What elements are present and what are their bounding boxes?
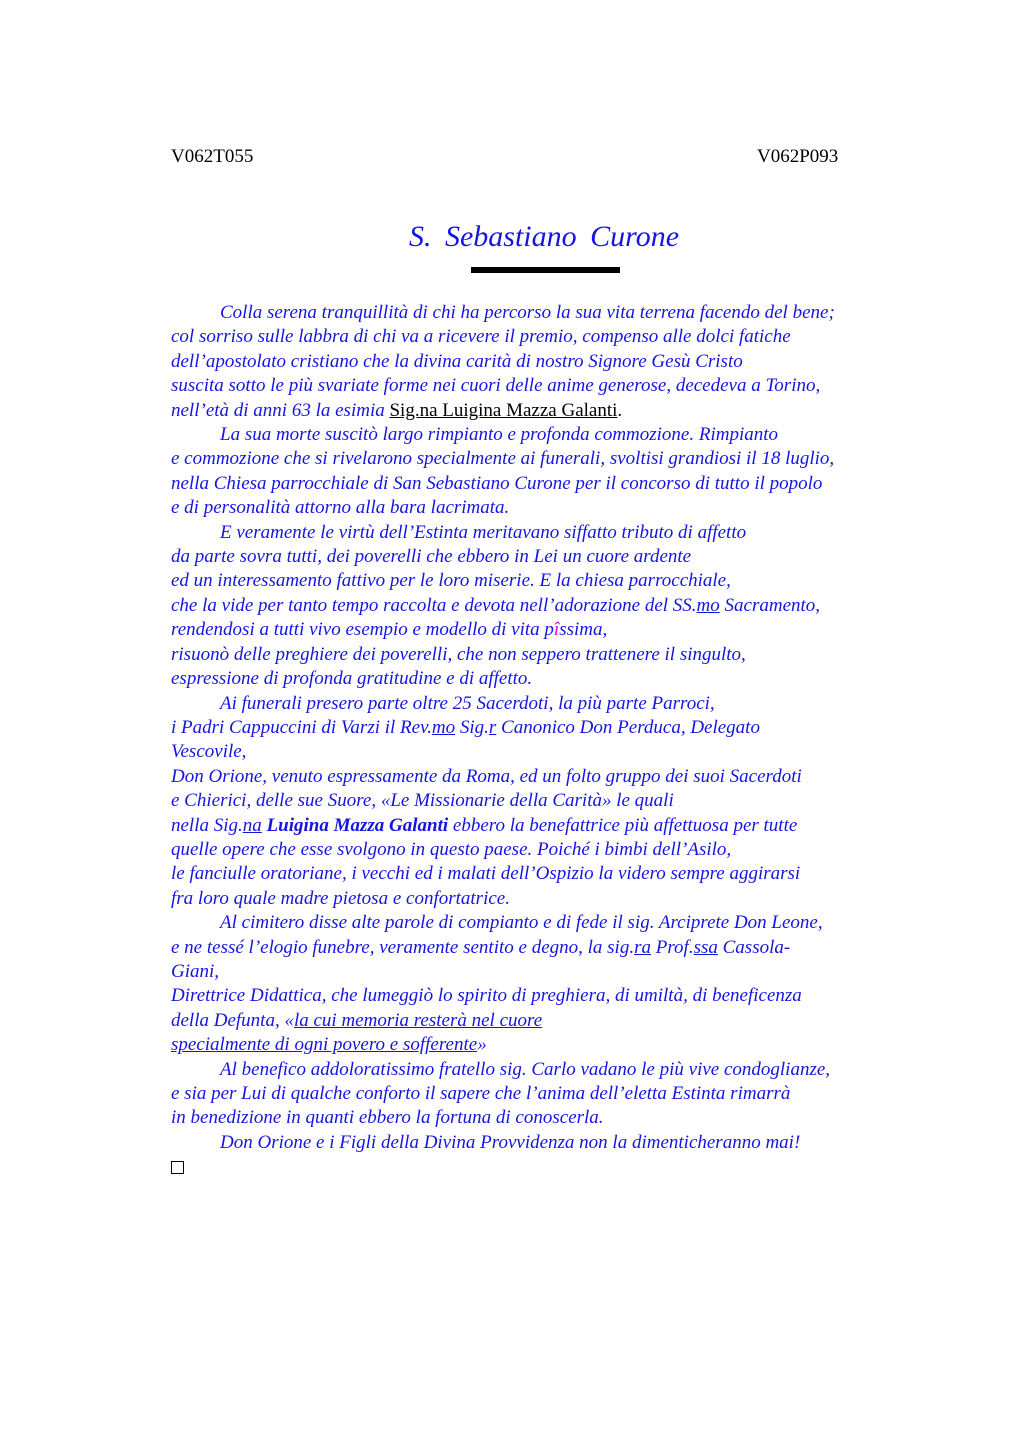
text-line bbox=[171, 594, 911, 618]
text-line bbox=[171, 618, 911, 642]
text-line: Al benefico addoloratissimo fratello sig. Carlo vadano le più vive condoglianze, bbox=[220, 1058, 831, 1080]
text-line: Ai funerali presero parte oltre 25 Sacerdoti, la più parte Parroci, bbox=[220, 692, 715, 714]
text-line bbox=[171, 936, 911, 960]
text-line: suscita sotto le più svariate forme nei cuori delle anime generose, decedeva a Torino, bbox=[171, 375, 821, 397]
text-run: e ne tessé l’elogio funebre, veramente sentito e degno, la sig. bbox=[171, 936, 635, 958]
text-run: Canonico Don Perduca, Delegato bbox=[496, 716, 760, 738]
text-line: e commozione che si rivelarono specialmente ai funerali, svoltisi grandiosi il 18 luglio, bbox=[171, 448, 835, 470]
superscript-underlined: mo bbox=[696, 594, 720, 616]
header-code-right: V062P093 bbox=[757, 146, 839, 167]
text-line: La sua morte suscitò largo rimpianto e profonda commozione. Rimpianto bbox=[220, 424, 779, 446]
text-line: Don Orione, venuto espressamente da Roma, ed un folto gruppo dei suoi Sacerdoti bbox=[171, 765, 802, 787]
header-code-left: V062T055 bbox=[171, 146, 254, 167]
article-body bbox=[171, 301, 911, 1182]
text-run: » bbox=[477, 1034, 487, 1056]
text-run: nella Sig. bbox=[171, 814, 243, 836]
superscript-underlined: ra bbox=[634, 936, 651, 958]
page-title: S. Sebastiano Curone bbox=[408, 220, 680, 253]
text-line: quelle opere che esse svolgono in questo paese. Poiché i bimbi dell’Asilo, bbox=[171, 838, 732, 860]
text-line: Don Orione e i Figli della Divina Provvidenza non la dimenticheranno mai! bbox=[220, 1131, 801, 1153]
quote-underlined: specialmente di ogni povero e sofferente bbox=[171, 1034, 478, 1056]
text-line bbox=[171, 1009, 911, 1033]
text-line: in benedizione in quanti ebbero la fortuna di conoscerla. bbox=[171, 1107, 604, 1129]
text-line: dell’apostolato cristiano che la divina carità di nostro Signore Gesù Cristo bbox=[171, 350, 743, 372]
text-line: E veramente le virtù dell’Estinta meritavano siffatto tributo di affetto bbox=[220, 521, 747, 543]
text-line: risuonò delle preghiere dei poverelli, che non seppero trattenere il singulto, bbox=[171, 643, 746, 665]
text-run: Cassola- bbox=[717, 936, 791, 958]
highlighted-char: î bbox=[553, 619, 560, 641]
text-run: . bbox=[617, 399, 623, 421]
superscript-underlined: mo bbox=[431, 716, 456, 738]
text-line bbox=[171, 814, 911, 838]
square-icon bbox=[171, 1161, 184, 1174]
text-run: ebbero la benefattrice più affettuosa per tutte bbox=[448, 814, 798, 836]
text-line: Al cimitero disse alte parole di compianto e di fede il sig. Arciprete Don Leone, bbox=[220, 912, 823, 934]
text-line bbox=[171, 716, 911, 740]
superscript-underlined: ssa bbox=[693, 936, 718, 958]
text-line: le fanciulle oratoriane, i vecchi ed i malati dell’Ospizio la videro sempre aggirarsi bbox=[171, 863, 801, 885]
text-line: col sorriso sulle labbra di chi va a ricevere il premio, compenso alle dolci fatiche bbox=[171, 326, 791, 348]
text-line: espressione di profonda gratitudine e di affetto. bbox=[171, 668, 533, 690]
quote-underlined: la cui memoria resterà nel cuore bbox=[293, 1009, 543, 1031]
end-marker-box-icon bbox=[171, 1155, 911, 1181]
text-line bbox=[171, 399, 911, 423]
text-line: Giani, bbox=[171, 960, 220, 982]
text-line: Direttrice Didattica, che lumeggiò lo spirito di preghiera, di umiltà, di beneficenza bbox=[171, 985, 802, 1007]
text-line: e sia per Lui di qualche conforto il sapere che l’anima dell’eletta Estinta rimarrà bbox=[171, 1083, 791, 1104]
text-line: Vescovile, bbox=[171, 741, 247, 763]
name-underlined: Sig.na Luigina Mazza Galanti bbox=[389, 399, 618, 421]
text-run: nell’età di anni 63 la esimia bbox=[171, 399, 390, 421]
text-run: della Defunta, « bbox=[171, 1009, 294, 1031]
text-line: ed un interessamento fattivo per le loro miserie. E la chiesa parrocchiale, bbox=[171, 570, 731, 592]
text-run: Sig. bbox=[455, 716, 489, 738]
text-run: rendendosi a tutti vivo esempio e modello di vita p bbox=[171, 619, 554, 641]
text-line bbox=[171, 1033, 911, 1057]
text-line: e Chierici, delle sue Suore, «Le Missionarie della Carità» le quali bbox=[171, 790, 674, 812]
text-run: ssima, bbox=[559, 619, 608, 641]
name-bold: Luigina Mazza Galanti bbox=[266, 814, 449, 836]
text-line: da parte sovra tutti, dei poverelli che ebbero in Lei un cuore ardente bbox=[171, 546, 692, 568]
title-underline-bar bbox=[471, 267, 620, 273]
text-line: e di personalità attorno alla bara lacrimata. bbox=[171, 497, 510, 519]
text-run: i Padri Cappuccini di Varzi il Rev. bbox=[171, 716, 432, 738]
text-line: nella Chiesa parrocchiale di San Sebastiano Curone per il concorso di tutto il popolo bbox=[171, 472, 823, 494]
text-run: Prof. bbox=[651, 936, 694, 958]
text-run: Sacramento, bbox=[719, 594, 821, 616]
text-run: che la vide per tanto tempo raccolta e devota nell’adorazione del SS. bbox=[171, 594, 697, 616]
text-line: Colla serena tranquillità di chi ha percorso la sua vita terrena facendo del bene; bbox=[220, 302, 835, 323]
text-line: fra loro quale madre pietosa e confortatrice. bbox=[171, 887, 510, 909]
superscript-underlined: r bbox=[488, 716, 497, 738]
superscript-underlined: na bbox=[242, 814, 262, 836]
